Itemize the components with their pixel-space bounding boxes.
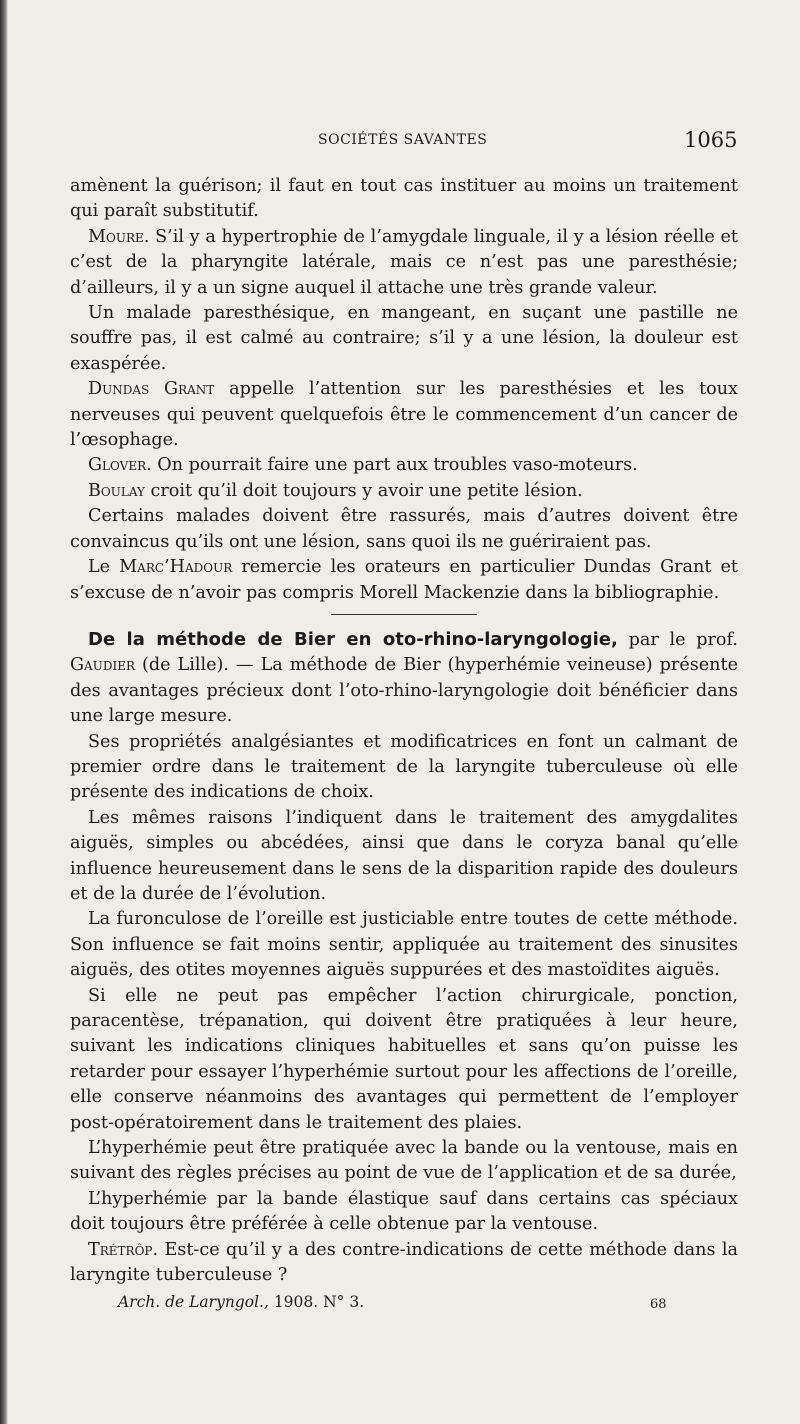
sheet-signature: 68: [650, 1297, 667, 1313]
paragraph: [70, 504, 738, 555]
section-heading-paragraph: [70, 627, 738, 730]
journal-year-issue: 1908. N° 3.: [268, 1293, 365, 1312]
running-head: SOCIÉTÉS SAVANTES: [318, 132, 488, 148]
journal-title: Arch. de Laryngol.,: [118, 1293, 269, 1312]
paragraph-text: Si elle ne peut pas empêcher l’action chirurgicale, ponction, paracentèse, trépanation, qui doivent être pratiquées à leur heure, suivant les indications cliniques habituelles et sans qu’on puisse les retarder pour essayer l’hyperhémie surtout pour les affections de l’oreille, elle conserve néanmoins des avantages qui permettent de l’employer post-opératoirement dans le traitement des plaies.: [70, 985, 738, 1133]
body-text: [70, 174, 738, 1314]
author-name: Gaudier: [70, 655, 135, 676]
paragraph-text: La furonculose de l’oreille est justiciable entre toutes de cette méthode. Son influence se fait moins sentir, appliquée au traitement des sinusites aiguës, des otites moyennes aiguës suppurées et des mastoïdites aiguës.: [70, 909, 738, 981]
paragraph: [70, 479, 738, 504]
section-title: De la méthode de Bier en oto-rhino-laryngologie,: [88, 628, 618, 650]
paragraph-text: L’hyperhémie peut être pratiquée avec la bande ou la ventouse, mais en suivant des règles précises au point de vue de l’application et de sa durée,: [70, 1138, 738, 1184]
page-header: [0, 128, 800, 158]
paragraph-text: par le prof.: [617, 629, 738, 650]
paragraph: [70, 301, 738, 377]
paragraph-text: Est-ce qu’il y a des contre-indications de cette méthode dans la laryngite tuberculeuse ?: [70, 1239, 738, 1286]
paragraph-text: Le: [88, 557, 120, 578]
paragraph-text: Les mêmes raisons l’indiquent dans le traitement des amygdalites aiguës, simples ou abcédées, ainsi que dans le coryza banal qu’elle influence heureusement dans le sens de la disparition rapide des douleurs et de la durée de l’évolution.: [70, 807, 738, 904]
paragraph: [70, 377, 738, 453]
paragraph: [70, 225, 738, 301]
paragraph-text: croit qu’il doit toujours y avoir une petite lésion.: [144, 480, 583, 501]
paragraph-text: On pourrait faire une part aux troubles vaso-moteurs.: [151, 455, 638, 476]
paragraph-text: Ses propriétés analgésiantes et modificatrices en font un calmant de premier ordre dans le traitement de la laryngite tuberculeuse où elle présente des indications de choix.: [70, 731, 738, 803]
paragraph-text: Un malade paresthésique, en mangeant, en suçant une pastille ne souffre pas, il est calmé au contraire; s’il y a une lésion, la douleur est exaspérée.: [70, 303, 738, 374]
page-number: 1065: [684, 128, 738, 152]
speaker-name: Dundas Grant: [88, 379, 215, 400]
paragraph: [70, 907, 738, 983]
paragraph-text: appelle l’attention sur les paresthésies et les toux nerveuses qui peuvent quelquefois être le commencement d’un cancer de l’œsophage.: [70, 379, 738, 451]
paragraph: [70, 555, 738, 606]
speaker-name: Trétrôp.: [88, 1239, 159, 1260]
paragraph-text: (de Lille). — La méthode de Bier (hyperhémie veineuse) présente des avantages précieux dont l’oto-rhino-laryngologie doit bénéficier dans une large mesure.: [70, 655, 738, 727]
journal-citation: [118, 1290, 364, 1315]
paragraph: [70, 984, 738, 1136]
paragraph: [70, 1187, 738, 1238]
speaker-name: Moure.: [88, 226, 150, 247]
paragraph-text: remercie les orateurs en particulier Dundas Grant et s’excuse de n’avoir pas compris Morell Mackenzie dans la bibliographie.: [70, 557, 738, 603]
speaker-name: Glover.: [88, 455, 152, 476]
paragraph: [70, 1136, 738, 1187]
paragraph-text: amènent la guérison; il faut en tout cas instituer au moins un traitement qui paraît substitutif.: [70, 176, 738, 222]
paragraph: [70, 730, 738, 806]
paragraph: [70, 806, 738, 908]
paragraph: [70, 1238, 738, 1289]
paragraph-text: Certains malades doivent être rassurés, mais d’autres doivent être convaincus qu’ils ont une lésion, sans quoi ils ne guériraient pas.: [70, 506, 738, 552]
speaker-name: Marc’Hadour: [119, 557, 233, 578]
paragraph-text: S’il y a hypertrophie de l’amygdale linguale, il y a lésion réelle et c’est de la pharyngite latérale, mais ce n’est pas une paresthésie; d’ailleurs, il y a un signe auquel il attache une très grande valeur.: [70, 226, 738, 298]
paragraph: [70, 174, 738, 225]
speaker-name: Boulay: [88, 480, 145, 501]
paragraph: [70, 453, 738, 478]
section-divider: [331, 614, 477, 615]
page-footer: [70, 1290, 738, 1314]
page-spine-shadow: [0, 0, 8, 1424]
paragraph-text: L’hyperhémie par la bande élastique sauf dans certains cas spéciaux doit toujours être préférée à celle obtenue par la ventouse.: [70, 1188, 738, 1235]
